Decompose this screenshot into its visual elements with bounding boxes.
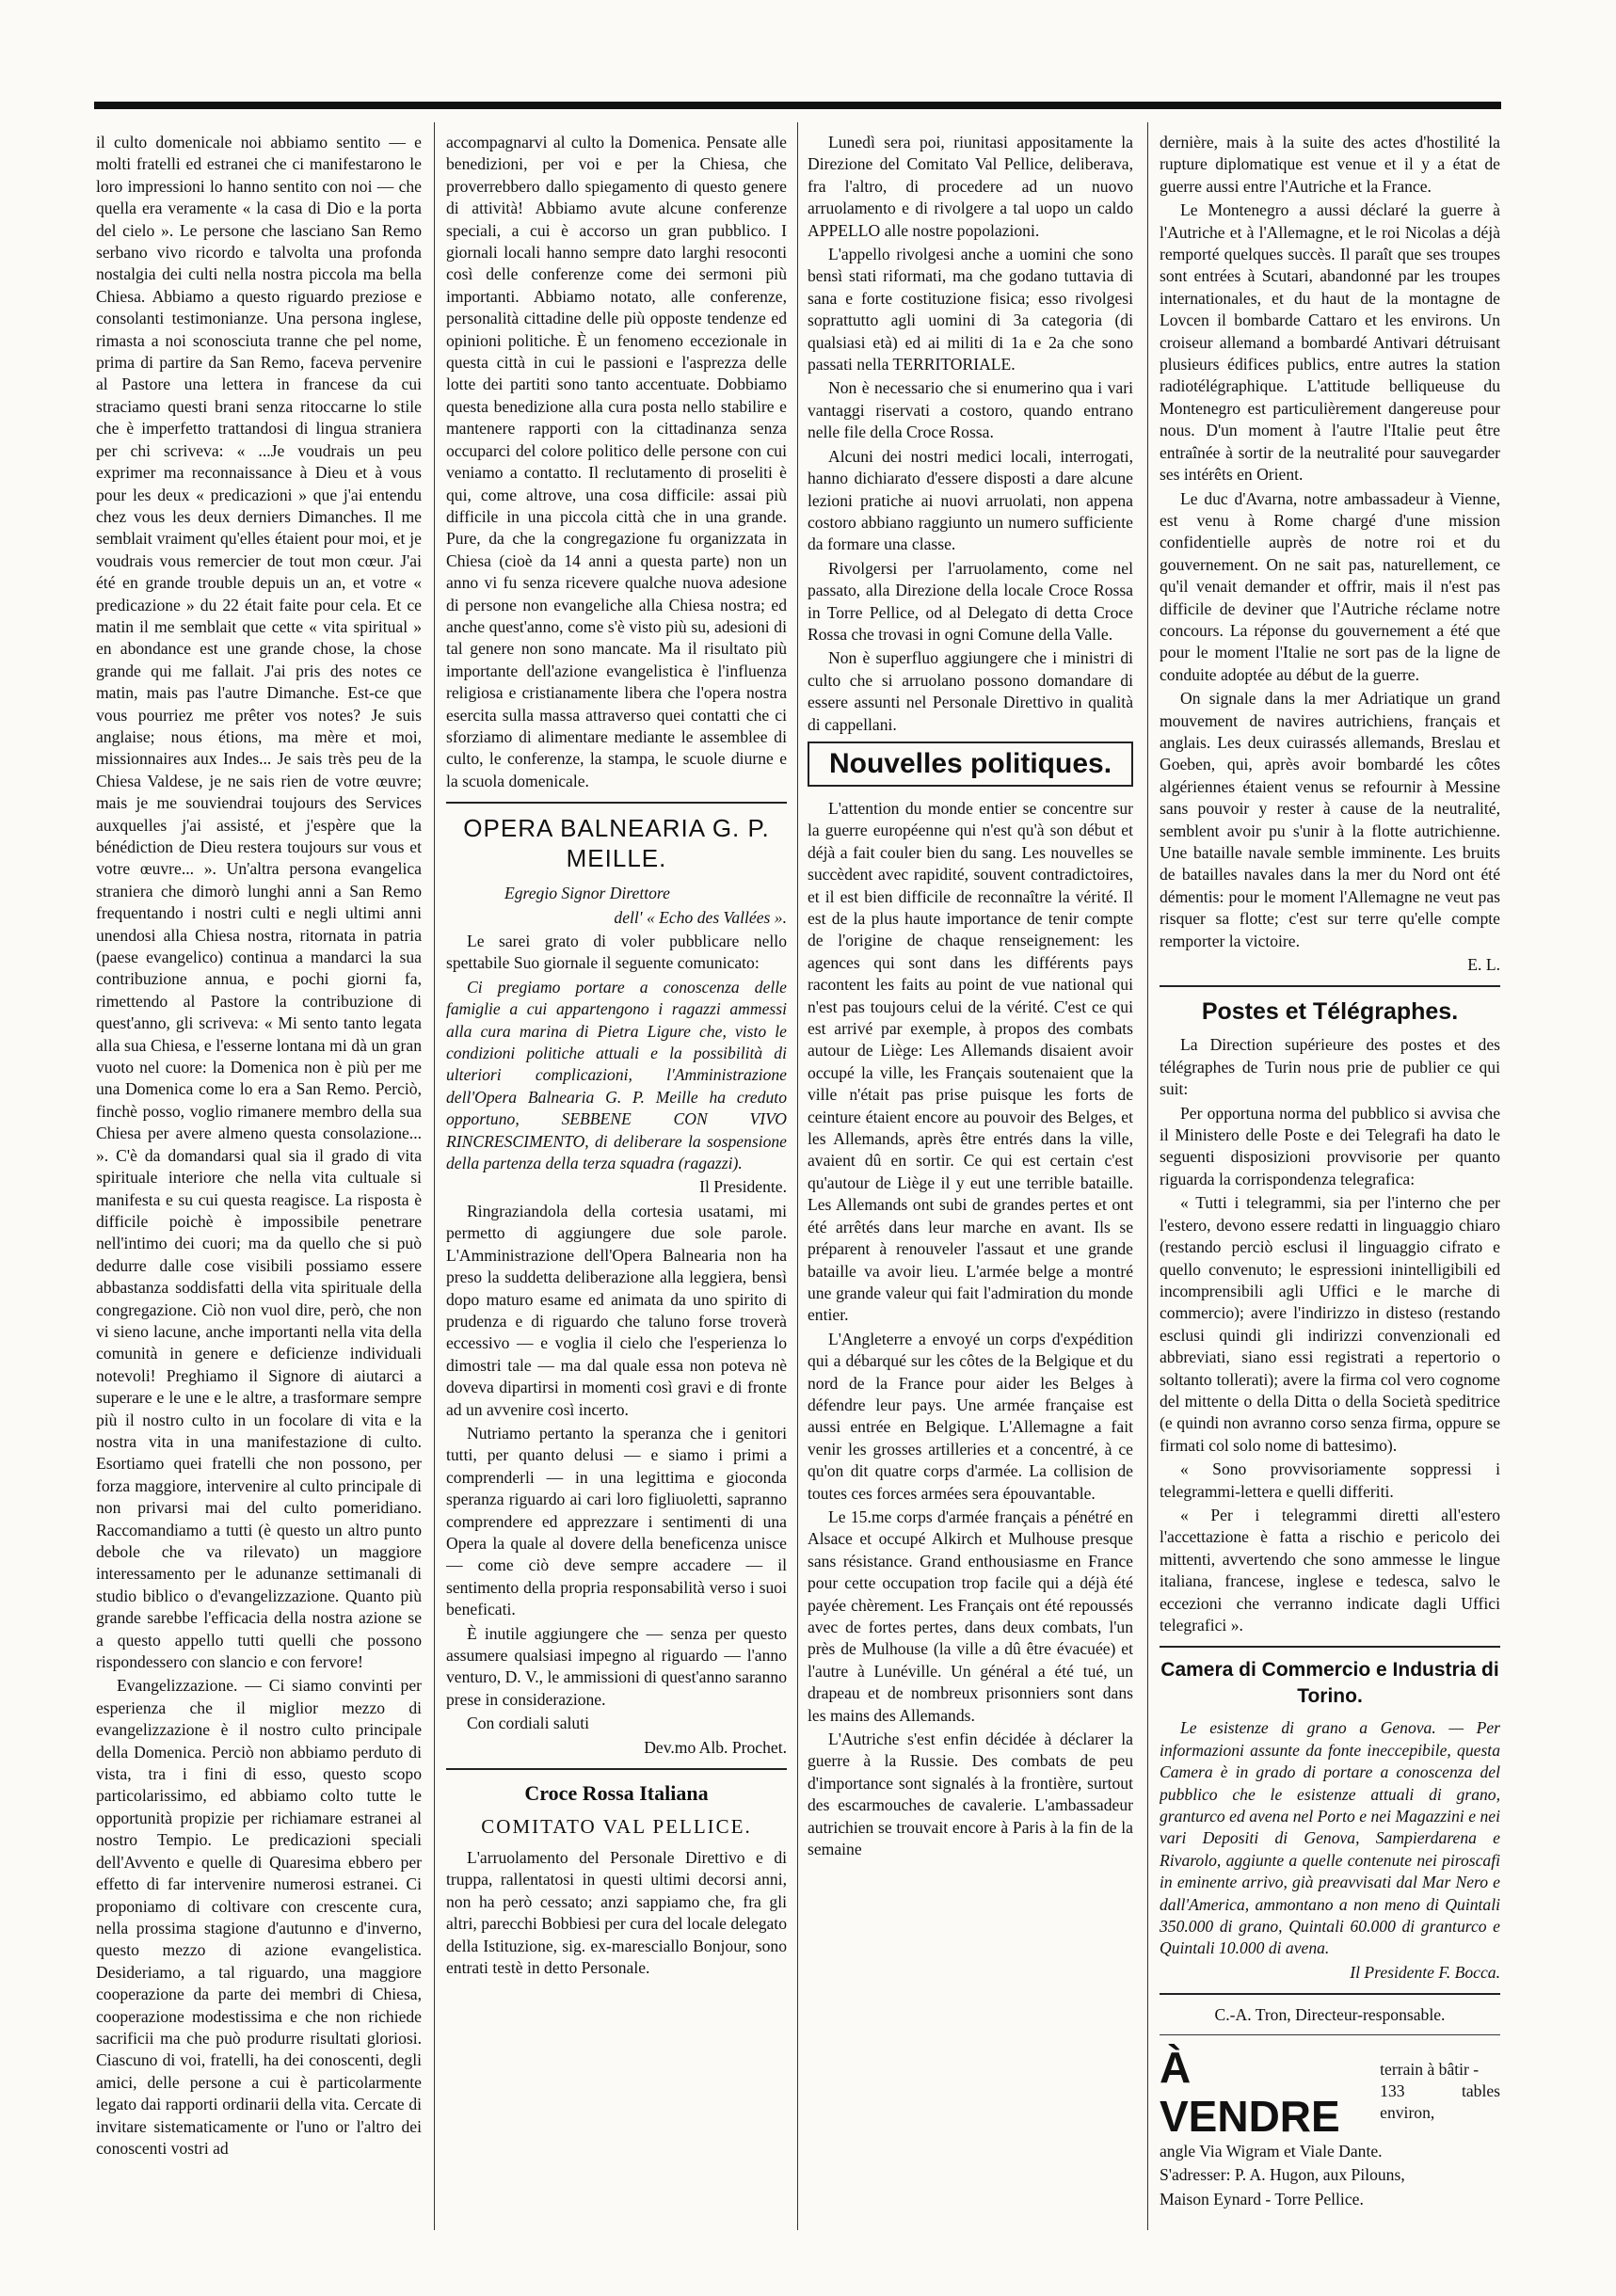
paragraph: La Direction supérieure des postes et des télégraphes de Turin nous prie de publier ce qui suit: bbox=[1160, 1035, 1500, 1099]
opera-balnearia-heading: OPERA BALNEARIA G. P. MEILLE. bbox=[463, 814, 770, 873]
communique: Ci pregiamo portare a conoscenza delle famiglie a cui appartengono i ragazzi ammessi alla cura marina di Pietra Ligure che, visto le condizioni politiche attuali e la possibilità di ulteriori complicazioni, l'Amministrazione dell'Opera Balnearia G. P. Meille ha creduto opportuno, SEBBENE CON VIVO RINCRESCIMENTO, di deliberare la sospensione della partenza della terza squadra (ragazzi). bbox=[446, 977, 787, 1173]
postes-heading: Postes et Télégraphes. bbox=[1201, 998, 1459, 1026]
paragraph: Rivolgersi per l'arruolamento, come nel passato, alla Direzione della locale Croce Rossa in Torre Pellice, od al Delegato di detta Croce Rossa che trovasi in ogni Comune della Valle. bbox=[808, 558, 1133, 644]
vendre-ad bbox=[1160, 2043, 1500, 2141]
paragraph: Le Montenegro a aussi déclaré la guerre à l'Autriche et à l'Allemagne, et le roi Nicolas a déjà remporté quelques succès. Il paraît que ses troupes sont entrées à Scutari, abandonné par les troupes internationales, et du haut de la montagne de Lovcen il bombarde Cattaro et les environs. Un croiseur allemand a bombardé Antivari détruisant plusieurs édifices publics, entre autres la station radiotélégraphique. L'attitude belliqueuse du Montenegro est particulièrement dangereuse pour nous. D'un moment à l'autre l'Italie peut être entraînée à sortir de la neutralité pour sauvegarder ses intérêts en Orient. bbox=[1160, 200, 1500, 485]
paragraph: dernière, mais à la suite des actes d'hostilité la rupture diplomatique est venue et il y a état de guerre aussi entre l'Autriche et la France. bbox=[1160, 133, 1500, 196]
column-rule bbox=[1147, 122, 1148, 2230]
vendre-line: Maison Eynard - Torre Pellice. bbox=[1160, 2189, 1364, 2208]
signature: Il Presidente. bbox=[699, 1177, 787, 1197]
paragraph: Alcuni dei nostri medici locali, interrogati, hanno dichiarato d'essere disposti a dare alcune lezioni pratiche ai nuovi arruolati, non appena costoro abbiano raggiunto un numero sufficiente da formare una classe. bbox=[808, 446, 1133, 554]
section-divider bbox=[1160, 985, 1500, 987]
section-divider bbox=[446, 1768, 787, 1770]
column-rule bbox=[434, 122, 435, 2230]
salutation: dell' « Echo des Vallées ». bbox=[614, 907, 787, 927]
section-divider bbox=[1160, 1993, 1500, 1995]
paragraph: Le esistenze di grano a Genova. — Per informazioni assunte da fonte ineccepibile, questa Camera è in grado di portare a conoscenza del pubblico che le esistenze attuali di grano, granturco ed avena nel Porto e nei Magazzini e nei vari Depositi di Genova, Sampierdarena e Rivarolo, aggiunte a quelle contenute nei piroscafi in eminente arrivo, già preavvisati dal Mar Nero e dall'America, ammontano a non meno di Quintali 350.000 di grano, Quintali 60.000 di granturco e Quintali 10.000 di avena. bbox=[1160, 1718, 1500, 1958]
gerente-line: C.-A. Tron, Directeur-responsable. bbox=[1214, 2005, 1446, 2025]
paragraph: « Per i telegrammi diretti all'estero l'accettazione è fatta a rischio e pericolo dei mittenti, avvertendo che sono ammesse le lingue italiana, francese, inglese e tedesca, salvo le eccezioni che verranno indicate dagli Uffici telegrafici ». bbox=[1160, 1505, 1500, 1634]
column-4 bbox=[1160, 132, 1500, 2230]
section-divider bbox=[446, 802, 787, 804]
paragraph: accompagnarvi al culto la Domenica. Pensate alle benedizioni, per voi e per la Chiesa, che proverrebbero dallo spiegamento di questo genere di attività! Abbiamo avute alcune conferenze speciali, a cui è accorso un gran pubblico. I giornali locali hanno sempre dato larghi resoconti così delle conferenze come dei sermoni più importanti. Abbiamo notato, alle conferenze, personalità cittadine delle più opposte tendenze ed opinioni politiche. È un fenomeno eccezionale in questa città in cui le passioni e l'asprezza delle lotte dei partiti sono tanto accentuate. Dobbiamo questa benedizione alla cura posta nello stabilire e mantenere rapporti con la cittadinanza senza occuparci del colore politico delle persone con cui veniamo a contatto. Il reclutamento di proseliti è qui, come altrove, una cosa difficile: assai più difficile in una piccola città che in una grande. Pure, da che la congregazione fu organizzata in Chiesa (cioè da 14 anni a questa parte) non un anno vi fu senza ricevere qualche nuova adesione di persone non evangeliche alla Chiesa nostra; ed anche quest'anno, come s'è visto più su, adesioni di tal genere non sono mancate. Ma il risultato più importante dell'azione evangelistica è l'influenza religiosa e cristianamente libera che l'opera nostra esercita sulla massa attraverso quei contatti che ci sforziamo di alimentare mediante le assemblee di culto, le conferenze, la stampa, le scuole diurne e la scuola domenicale. bbox=[446, 133, 787, 790]
paragraph: Non è necessario che si enumerino qua i vari vantaggi riservati a costoro, quando entrano nelle file della Croce Rossa. bbox=[808, 378, 1133, 442]
paragraph: L'appello rivolgesi anche a uomini che sono bensì stati riformati, ma che godano tuttavia di sana e forte costituzione fisica; esso rivolgesi soprattutto agli uomini di 3a categoria (di qualsiasi età) ed ai militi di 1a e 2a che sono passati nella TERRITORIALE. bbox=[808, 245, 1133, 375]
paragraph: L'attention du monde entier se concentre sur la guerre européenne qui n'est qu'à son début et déjà a fait couler bien du sang. Les nouvelles se succèdent avec rapidité, souvent contradictoires, et il est bien difficile de reconnaître la vérité. Il est de la plus haute importance de tenir compte de l'origine de chaque renseignement: les agences qui sont dans les différents pays racontent les faits au point de vue national qui n'est pas toujours celui de la vérité. C'est ce qui est arrivé par exemple, à propos des combats autour de Liège: Les Allemands disaient avoir occupé la ville, les Français soutenaient que la ville n'était pas prise puisque les forts de ceinture étaient encore au pouvoir des Belges, et les Allemands, après être entrés dans la ville, avaient dû en sortir. Ce qui est certain c'est qu'autour de Liège il y eut une terrible bataille. Les Allemands ont subi de grandes pertes et ont été arrêtés dans leur marche en avant. Ils se préparent à renouveler l'assaut et une grande bataille va avoir lieu. L'armée belge a montré une grande valeur qui fait l'admiration du monde entier. bbox=[808, 798, 1133, 1325]
vendre-line: 133 tables environ, bbox=[1380, 2081, 1500, 2123]
section-divider bbox=[1160, 1646, 1500, 1648]
vendre-side bbox=[1380, 2059, 1500, 2124]
nouvelles-politiques-heading: Nouvelles politiques. bbox=[808, 741, 1133, 787]
paragraph: Con cordiali saluti bbox=[467, 1714, 589, 1733]
paragraph: L'arruolamento del Personale Direttivo e di truppa, rallentatosi in questi ultimi decorsi anni, non ha però cessato; anzi sappiamo che, fra gli altri, parecchi Bobbiesi per cura del locale delegato della Istituzione, sig. ex-maresciallo Bonjour, sono entrati testè in detto Personale. bbox=[446, 1848, 787, 1978]
comitato-subheading: COMITATO VAL PELLICE. bbox=[481, 1815, 752, 1839]
paragraph: Ringraziandola della cortesia usatami, mi permetto di aggiungere due sole parole. L'Amministrazione dell'Opera Balnearia non ha preso la suddetta deliberazione alla leggiera, bensì dopo maturo esame ed animata da uno spirito di prudenza e di riguardo che taluno forse troverà eccessivo — e voglia il cielo che l'esperienza lo dimostri tale — ma dal quale essa non poteva nè doveva dipartirsi in momenti così gravi e di fronte ad un avvenire così incerto. bbox=[446, 1201, 787, 1419]
paragraph: Non è superfluo aggiungere che i ministri di culto che si arruolano possono domandare di essere assunti nel Personale Direttivo in qualità di cappellani. bbox=[808, 648, 1133, 734]
paragraph: Per opportuna norma del pubblico si avvisa che il Ministero delle Poste e dei Telegrafi ha dato le seguenti disposizioni provvisorie per quanto riguarda la corrispondenza telegrafica: bbox=[1160, 1103, 1500, 1188]
paragraph: On signale dans la mer Adriatique un grand mouvement de navires autrichiens, français et anglais. Les deux cuirassés allemands, Breslau et Goeben, qui, après avoir bombardé les côtes algériennes étaient venus se refournir à Messine sans pouvoir y rester à cause de la neutralité, semblent avoir pu s'unir à la flotte autrichienne. Une bataille navale semble imminente. Les bruits de batailles navales dans la mer du Nord ont été démentis: pour le moment l'Allemagne ne veut pas risquer sa flotte; c'est sur terre qu'elle compte remporter la victoire. bbox=[1160, 689, 1500, 950]
paragraph: L'Autriche s'est enfin décidée à déclarer la guerre à la Russie. Des combats de peu d'importance sont signalés à la frontière, surtout des escarmouches de cavalerie. L'ambassadeur autrichien se trouvait encore à Paris à la fin de la semaine bbox=[808, 1730, 1133, 1859]
top-rule bbox=[94, 102, 1501, 109]
column-3 bbox=[808, 132, 1133, 2230]
camera-commercio-heading: Camera di Commercio e Industria di Torino. bbox=[1160, 1659, 1499, 1708]
paragraph: Lunedì sera poi, riunitasi appositamente la Direzione del Comitato Val Pellice, deliberava, fra l'altro, di procedere ad un nuovo arruolamento e di rivolgere a tal uopo un caldo APPELLO alle nostre popolazioni. bbox=[808, 133, 1133, 240]
paragraph: L'Angleterre a envoyé un corps d'expédition qui a débarqué sur les côtes de la Belgique et du nord de la France pour aider les Belges à défendre leur pays. Une armée française est aussi entrée en Belgique. L'Allemagne a fait venir les grosses artilleries et a concentré, à ce qu'on dit quatre corps d'armée. La collision de toutes ces forces armées sera épouvantable. bbox=[808, 1329, 1133, 1503]
paragraph: « Sono provvisoriamente soppressi i telegrammi-lettera e quelli differiti. bbox=[1160, 1459, 1500, 1501]
paragraph: Le duc d'Avarna, notre ambassadeur à Vienne, est venu à Rome chargé d'une mission confidentielle auprès de notre roi et du gouvernement. On ne sait pas, naturellement, ce qu'il venait demander et offrir, mais il n'est pas difficile de deviner que l'Autriche réclame notre concours. La réponse du gouvernement a été que pour le moment l'Italie ne sort pas de la ligne de conduite adoptée au début de la guerre. bbox=[1160, 488, 1500, 684]
paragraph: Evangelizzazione. — Ci siamo convinti per esperienza che il miglior mezzo di evangelizzazione è il nostro culto principale della Domenica. Perciò non abbiamo perduto di vista, tra i fini di esso, questo scopo particolarissimo, ed abbiamo colto tutte le opportunità propizie per richiamare estranei al nostro Tempio. Le predicazioni speciali dell'Avvento e quelle di Quaresima ebbero per effetto di far intervenire numerosi estranei. Ci proponiamo di coltivare con crescente cura, nella prossima stagione d'autunno e d'inverno, questo mezzo di azione evangelistica. Desideriamo, a tal riguardo, una maggiore cooperazione da parte dei membri di Chiesa, cooperazione modestissima e che non richiede sacrificii ma che può produrre risultati gloriosi. Ciascuno di voi, fratelli, ha dei conoscenti, degli amici, delle persone a cui è particolarmente legato dai rapporti ordinarii della vita. Cercate di invitare sistematicamente or l'uno or l'altro dei conoscenti vostri ad bbox=[96, 1676, 422, 2158]
signature: Dev.mo Alb. Prochet. bbox=[644, 1737, 787, 1757]
column-2 bbox=[446, 132, 787, 2230]
paragraph: « Tutti i telegrammi, sia per l'interno che per l'estero, devono essere redatti in linguaggio chiaro (restando perciò esclusi il linguaggio cifrato e quello convenuto; le espressioni inintelligibili ed incomprensibili agli Uffici e le marche di commercio); avere l'indirizzo in disteso (restando esclusi quindi gli indirizzi convenzionali ed abbreviati, siano essi registrati a repertorio o soltanto tollerati); avere la firma col vero cognome del mittente o della Ditta o della Società speditrice (e quindi non avranno corso senza firma, oppure se firmati col solo nome di battesimo). bbox=[1160, 1193, 1500, 1455]
section-divider bbox=[1160, 2034, 1500, 2035]
paragraph: È inutile aggiungere che — senza per questo assumere qualsiasi impegno al riguardo — l'anno venturo, D. V., le ammissioni di quest'anno saranno prese in considerazione. bbox=[446, 1623, 787, 1709]
croce-rossa-heading: Croce Rossa Italiana bbox=[524, 1781, 709, 1806]
paragraph: Le sarei grato di voler pubblicare nello spettabile Suo giornale il seguente comunicato: bbox=[446, 932, 787, 973]
vendre-line: S'adresser: P. A. Hugon, aux Pilouns, bbox=[1160, 2165, 1405, 2185]
signature: Il Presidente F. Bocca. bbox=[1350, 1962, 1500, 1982]
paragraph: Nutriamo pertanto la speranza che i genitori tutti, per quanto delusi — e siamo i primi a comprenderli — in una legittima e gioconda speranza riguardo ai cari loro figliuoletti, sapranno comprendere ed apprezzare i sentimenti di una Opera la quale al dovere della beneficenza unisce — come ciò deve sempre accadere — il sentimento della propria responsabilità verso i suoi beneficati. bbox=[446, 1423, 787, 1619]
paragraph: Le 15.me corps d'armée français a pénétré en Alsace et occupé Alkirch et Mulhouse presque sans résistance. Grand enthousiasme en France pour cette occupation trop facile qui a déjà été payée chèrement. Les Français ont été repoussés avec de fortes pertes, dans deux combats, l'un près de Mulhouse (la ville a dû être évacuée) et l'autre à Lunéville. Un général a été tué, un drapeau et de nombreux prisonniers sont dans les mains des Allemands. bbox=[808, 1507, 1133, 1725]
signature: E. L. bbox=[1467, 955, 1500, 975]
salutation: Egregio Signor Direttore bbox=[504, 884, 670, 903]
paragraph: il culto domenicale noi abbiamo sentito — e molti fratelli ed estranei che ci manifestarono le loro impressioni lo hanno sentito con noi — che quella era veramente « la casa di Dio e la porta del cielo ». Le persone che lasciano San Remo serbano vivo ricordo e talvolta una profonda nostalgia dei culti nella nostra piccola ma bella Chiesa. Abbiamo a questo riguardo preziose e consolanti testimonianze. Una persona inglese, rimasta a noi sconosciuta tranne che pel nome, prima di partire da San Remo, faceva pervenire al Pastore una lettera in francese da cui straciamo questi brani senza ritoccarne lo stile che è imperfetto trattandosi di lingua straniera per chi scriveva: « ...Je voudrais un peu exprimer ma reconnaissance à Dieu et à vous pour les deux « predicazioni » que j'ai entendu chez vous les deux derniers Dimanches. Il me semblait vraiment qu'elles étaient pour moi, et je voudrais vous remercier de tout mon cœur. J'ai été en grande trouble depuis un an, et votre « predicazione » du 22 était faite pour cela. Et ce matin il me semblait que cette « vita spiritual » en abondance est une grande chose, la chose grande qui me fallait. J'ai pris des notes ce matin, mais pas l'autre Dimanche. Est-ce que vous pourriez me prêter vos notes? Je suis anglaise; nous étions, ma mère et moi, missionnaires aux Indes... Je sais très peu de la Chiesa Valdese, je ne sais rien de votre œuvre; mais je me souviendrai toujours des Services auxquelles j'ai assisté, et j'espère que la bénédiction de Dieu restera toujours sur vous et votre œuvre... ». Un'altra persona evangelica straniera che dimorò lunghi anni a San Remo frequentando i nostri culti e negli ultimi anni unendosi alla Chiesa nostra, ritornata in patria (paese evangelico) continua a mandarci la sua contribuzione annua, e pochi giorni fa, rimettendo al Pastore la contribuzione di quest'anno, gli scriveva: « Mi sento tanto legata alla sua Chiesa, e l'esserne lontana mi dà un gran vuoto nel cuore: la Domenica non è più per me una Domenica come lo era a San Remo. Perciò, finchè posso, voglio rimanere membro della sua Chiesa per avere almeno questa consolazione... ». C'è da domandarsi qual sia il grado di vita spirituale interiore che nella vita cultuale si manifesta e su cui questa reagisce. La risposta è difficile poichè è impossibile penetrare nell'intimo dei cuori; ma da quello che si può dedurre dalle cose visibili possiamo essere abbastanza soddisfatti della vita spirituale della congregazione. Ciò non vuol dire, però, che non vi sieno lacune, anche importanti nella vita della comunità in genere e deficienze individuali notevoli! Preghiamo il Signore di aiutarci a superare e le une e le altre, a trasformare sempre più il nostro culto in un focolare di vita e la nostra vita in una manifestazione di culto. Esortiamo quei fratelli che non possono, per forza maggiore, intervenire al culto principale di non privarsi mai del culto pomeridiano. Raccomandiamo a tutti (è questo un altro punto debole che va rilevato) un maggiore interessamento per le adunanze settimanali di studio biblico o d'evangelizzazione. Quanto più grande sarebbe l'efficacia della nostra azione se a questo appello tutti quelli che possono rispondessero con slancio e con fervore! bbox=[96, 133, 422, 1672]
vendre-line: terrain à bâtir - bbox=[1380, 2060, 1480, 2080]
column-1 bbox=[96, 132, 422, 2230]
vendre-line: angle Via Wigram et Viale Dante. bbox=[1160, 2141, 1383, 2160]
column-rule bbox=[797, 122, 798, 2230]
vendre-title: À VENDRE bbox=[1160, 2042, 1340, 2141]
